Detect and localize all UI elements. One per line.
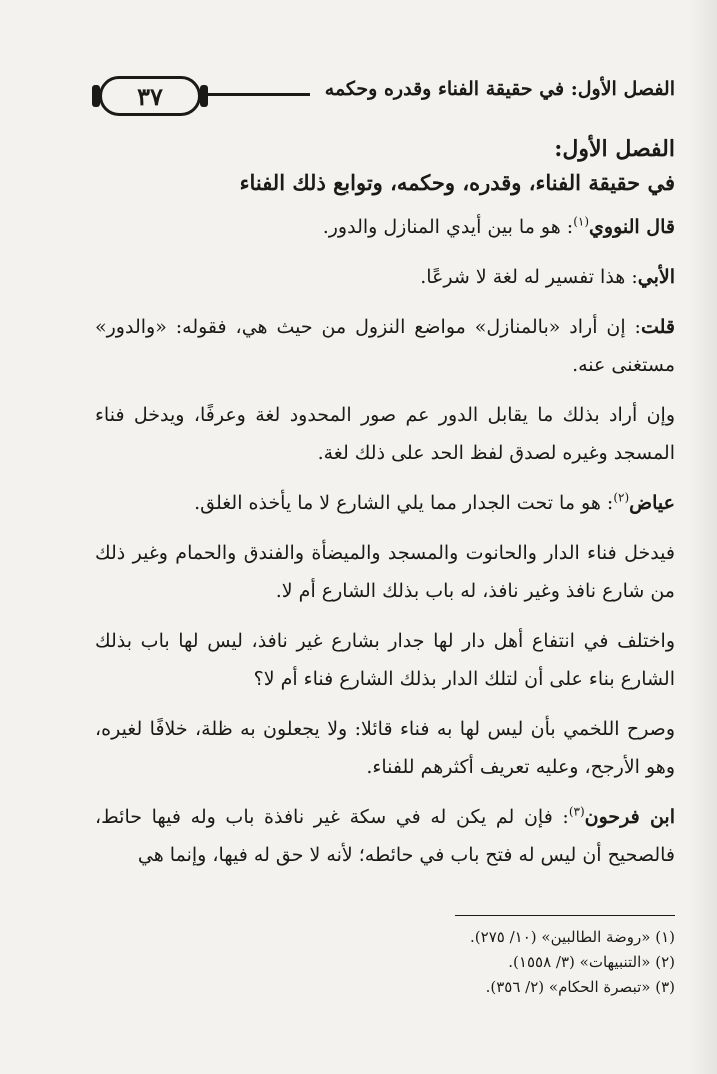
paragraph-text: : إن أراد «بالمنازل» مواضع النزول من حيث هي، فقوله: «والدور» مستغنى عنه. bbox=[95, 316, 675, 376]
paragraph bbox=[95, 484, 675, 522]
page-edge-shadow bbox=[689, 0, 717, 1074]
speaker-name: قلت bbox=[640, 316, 675, 338]
footnote-ref[interactable]: (٣) bbox=[568, 804, 585, 819]
paragraph bbox=[95, 622, 675, 698]
footnote-separator bbox=[455, 915, 675, 916]
paragraph-text: وصرح اللخمي بأن ليس لها به فناء قائلا: ولا يجعلون به ظلة، خلافًا لغيره، وهو الأرجح، وعليه تعريف أكثرهم للفناء. bbox=[95, 718, 675, 778]
speaker-name: الأبي bbox=[637, 266, 675, 288]
paragraph-text: وإن أراد بذلك ما يقابل الدور عم صور المحدود لغة وعرفًا، ويدخل فناء المسجد وغيره لصدق لفظ الحد على ذلك لغة. bbox=[95, 404, 675, 464]
paragraph-text: : فإن لم يكن له في سكة غير نافذة باب وله فيها حائط، فالصحيح أن ليس له فتح باب في حائطه؛ لأنه لا حق له فيها، وإنما هي bbox=[95, 806, 675, 866]
paragraph-text: : هذا تفسير له لغة لا شرعًا. bbox=[420, 266, 638, 288]
paragraph-text: فيدخل فناء الدار والحانوت والمسجد والميضأة والفندق والحمام وغير ذلك من شارع نافذ وغير نافذ، له باب بذلك الشارع أم لا. bbox=[95, 542, 675, 602]
paragraph bbox=[95, 258, 675, 296]
page-number: ٣٧ bbox=[137, 81, 163, 111]
speaker-name: عياض bbox=[629, 492, 675, 514]
paragraph-text: : هو ما تحت الجدار مما يلي الشارع لا ما يأخذه الغلق. bbox=[194, 492, 614, 514]
main-text bbox=[95, 132, 675, 874]
page-header bbox=[95, 70, 675, 120]
paragraph-text: واختلف في انتفاع أهل دار لها جدار بشارع غير نافذ، ليس لها باب بذلك الشارع بناء على أن لتلك الدار بذلك الشارع فناء أم لا؟ bbox=[95, 630, 675, 690]
paragraph bbox=[95, 396, 675, 472]
footnotes bbox=[275, 925, 675, 1000]
footnote: (١) «روضة الطالبين» (١٠/ ٢٧٥). bbox=[470, 928, 675, 946]
footnote: (٣) «تبصرة الحكام» (٢/ ٣٥٦). bbox=[485, 978, 675, 996]
chapter-subtitle: في حقيقة الفناء، وقدره، وحكمه، وتوابع ذلك الفناء bbox=[239, 170, 675, 195]
paragraph bbox=[95, 710, 675, 786]
footnote-ref[interactable]: (٢) bbox=[613, 490, 630, 505]
paragraph bbox=[95, 208, 675, 246]
paragraph bbox=[95, 308, 675, 384]
paragraph bbox=[95, 798, 675, 874]
header-rule bbox=[195, 93, 310, 96]
footnote: (٢) «التنبيهات» (٣/ ١٥٥٨). bbox=[508, 953, 675, 971]
footnote-ref[interactable]: (١) bbox=[573, 214, 590, 229]
chapter-title: الفصل الأول: bbox=[554, 136, 675, 162]
speaker-name: ابن فرحون bbox=[584, 806, 675, 828]
running-title: الفصل الأول: في حقيقة الفناء وقدره وحكمه bbox=[324, 78, 675, 100]
page-number-badge bbox=[99, 76, 201, 116]
speaker-name: قال النووي bbox=[589, 216, 675, 238]
paragraph bbox=[95, 534, 675, 610]
paragraph-text: : هو ما بين أيدي المنازل والدور. bbox=[322, 216, 574, 238]
